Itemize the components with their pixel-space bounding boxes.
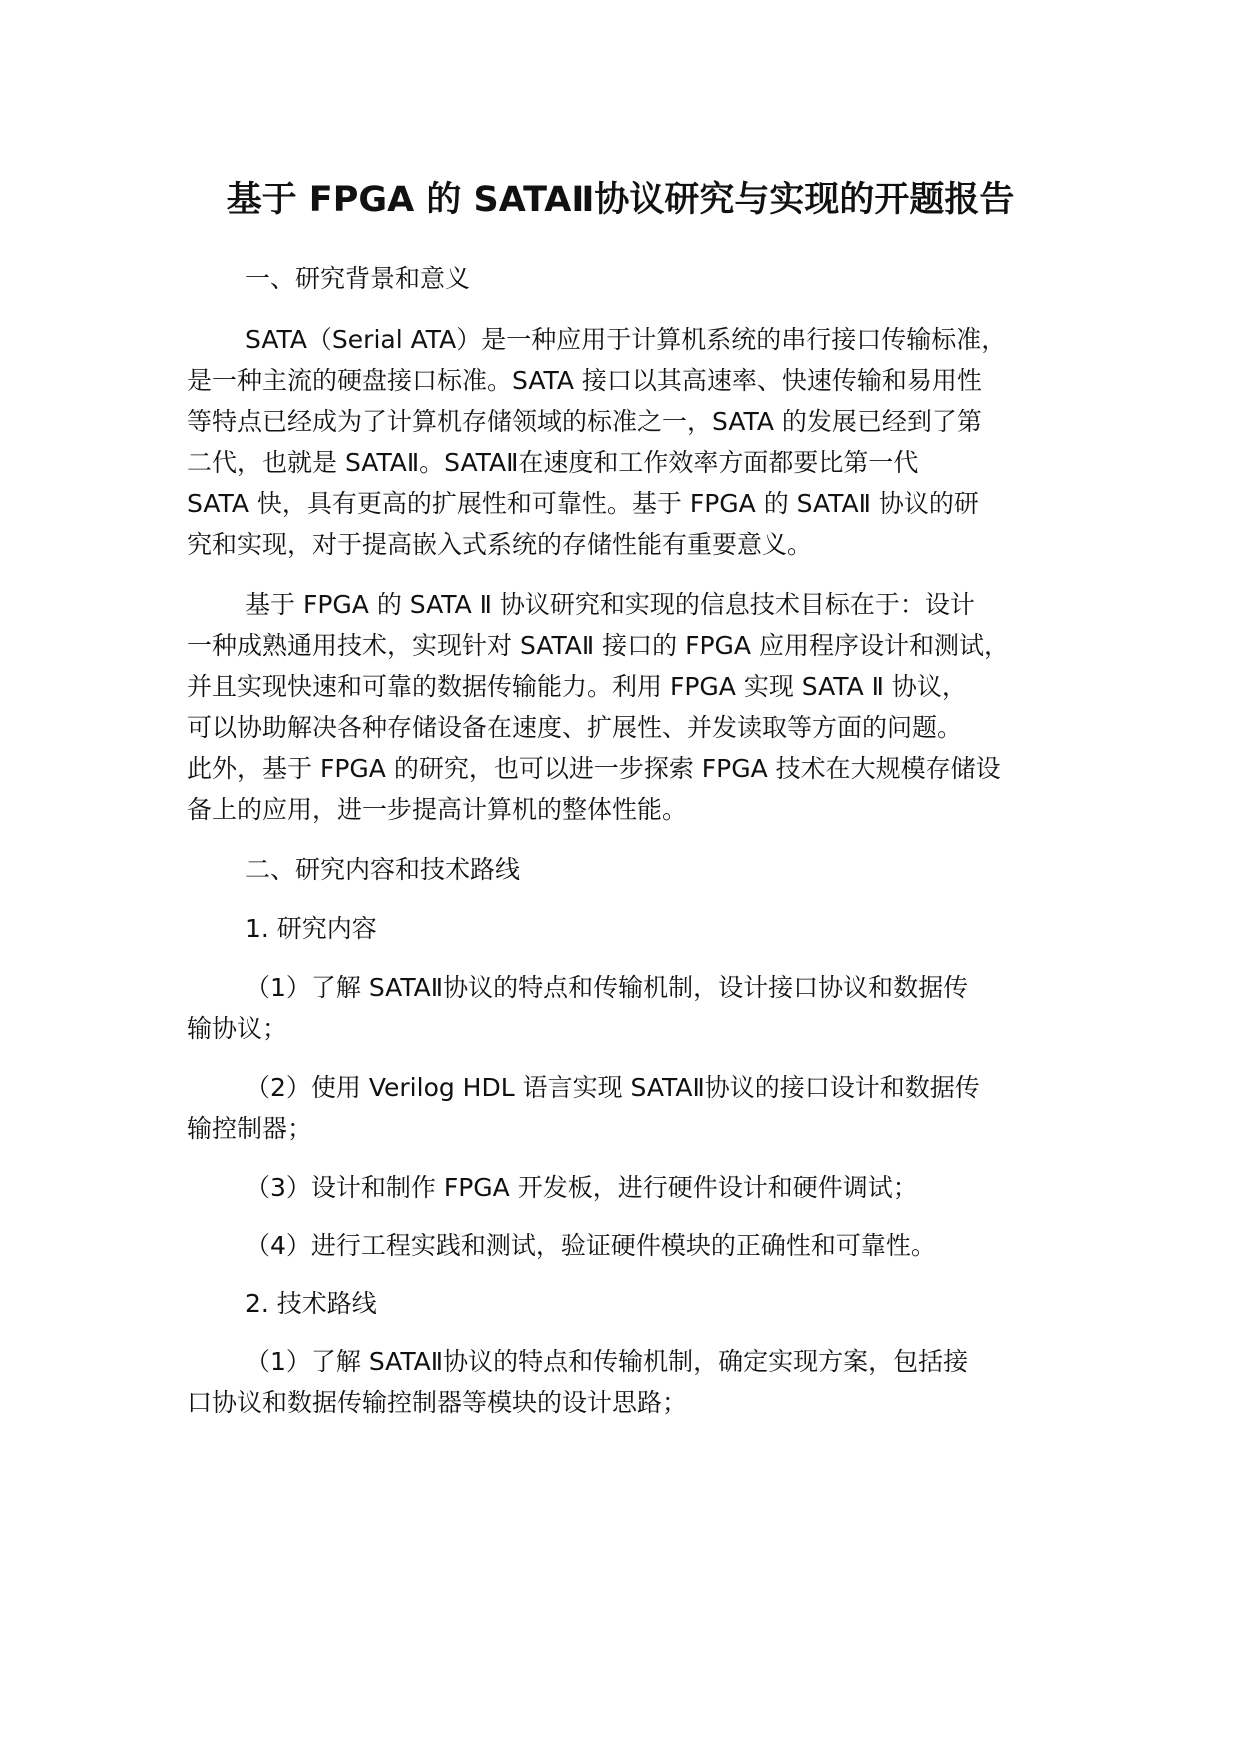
list-item-line: （3）设计和制作 FPGA 开发板，进行硬件设计和硬件调试； xyxy=(245,1173,918,1202)
paragraph-line: 此外，基于 FPGA 的研究，也可以进一步探索 FPGA 技术在大规模存储设 xyxy=(187,754,1001,783)
list-item-line: （2）使用 Verilog HDL 语言实现 SATAⅡ协议的接口设计和数据传 xyxy=(245,1073,980,1102)
paragraph-line: 是一种主流的硬盘接口标准。SATA 接口以其高速率、快速传输和易用性 xyxy=(187,366,982,395)
paragraph-line: 一种成熟通用技术，实现针对 SATAⅡ 接口的 FPGA 应用程序设计和测试， xyxy=(187,631,1009,660)
paragraph-line: 究和实现，对于提高嵌入式系统的存储性能有重要意义。 xyxy=(187,530,813,559)
paragraph-line: 可以协助解决各种存储设备在速度、扩展性、并发读取等方面的问题。 xyxy=(187,713,963,742)
paragraph-line: 基于 FPGA 的 SATA Ⅱ 协议研究和实现的信息技术目标在于：设计 xyxy=(245,590,975,619)
paragraph-line: SATA 快，具有更高的扩展性和可靠性。基于 FPGA 的 SATAⅡ 协议的研 xyxy=(187,489,979,518)
list-item-line: 输控制器； xyxy=(187,1114,313,1143)
list-item-line: （1）了解 SATAⅡ协议的特点和传输机制，确定实现方案，包括接 xyxy=(245,1347,969,1376)
list-item-line: （4）进行工程实践和测试，验证硬件模块的正确性和可靠性。 xyxy=(245,1231,936,1260)
document-title: 基于 FPGA 的 SATAⅡ协议研究与实现的开题报告 xyxy=(226,180,1015,220)
paragraph-line: 备上的应用，进一步提高计算机的整体性能。 xyxy=(187,795,688,824)
section-heading-background: 一、研究背景和意义 xyxy=(245,264,471,293)
subsection-heading-content: 1. 研究内容 xyxy=(245,914,377,943)
section-heading-research: 二、研究内容和技术路线 xyxy=(245,855,521,884)
list-item-line: 输协议； xyxy=(187,1014,288,1043)
paragraph-line: SATA（Serial ATA）是一种应用于计算机系统的串行接口传输标准， xyxy=(245,325,1007,354)
paragraph-line: 等特点已经成为了计算机存储领域的标准之一，SATA 的发展已经到了第 xyxy=(187,407,982,436)
paragraph-line: 二代，也就是 SATAⅡ。SATAⅡ在速度和工作效率方面都要比第一代 xyxy=(187,448,919,477)
paragraph-line: 并且实现快速和可靠的数据传输能力。利用 FPGA 实现 SATA Ⅱ 协议， xyxy=(187,672,967,701)
list-item-line: （1）了解 SATAⅡ协议的特点和传输机制，设计接口协议和数据传 xyxy=(245,973,969,1002)
subsection-heading-route: 2. 技术路线 xyxy=(245,1289,377,1318)
list-item-line: 口协议和数据传输控制器等模块的设计思路； xyxy=(187,1388,688,1417)
